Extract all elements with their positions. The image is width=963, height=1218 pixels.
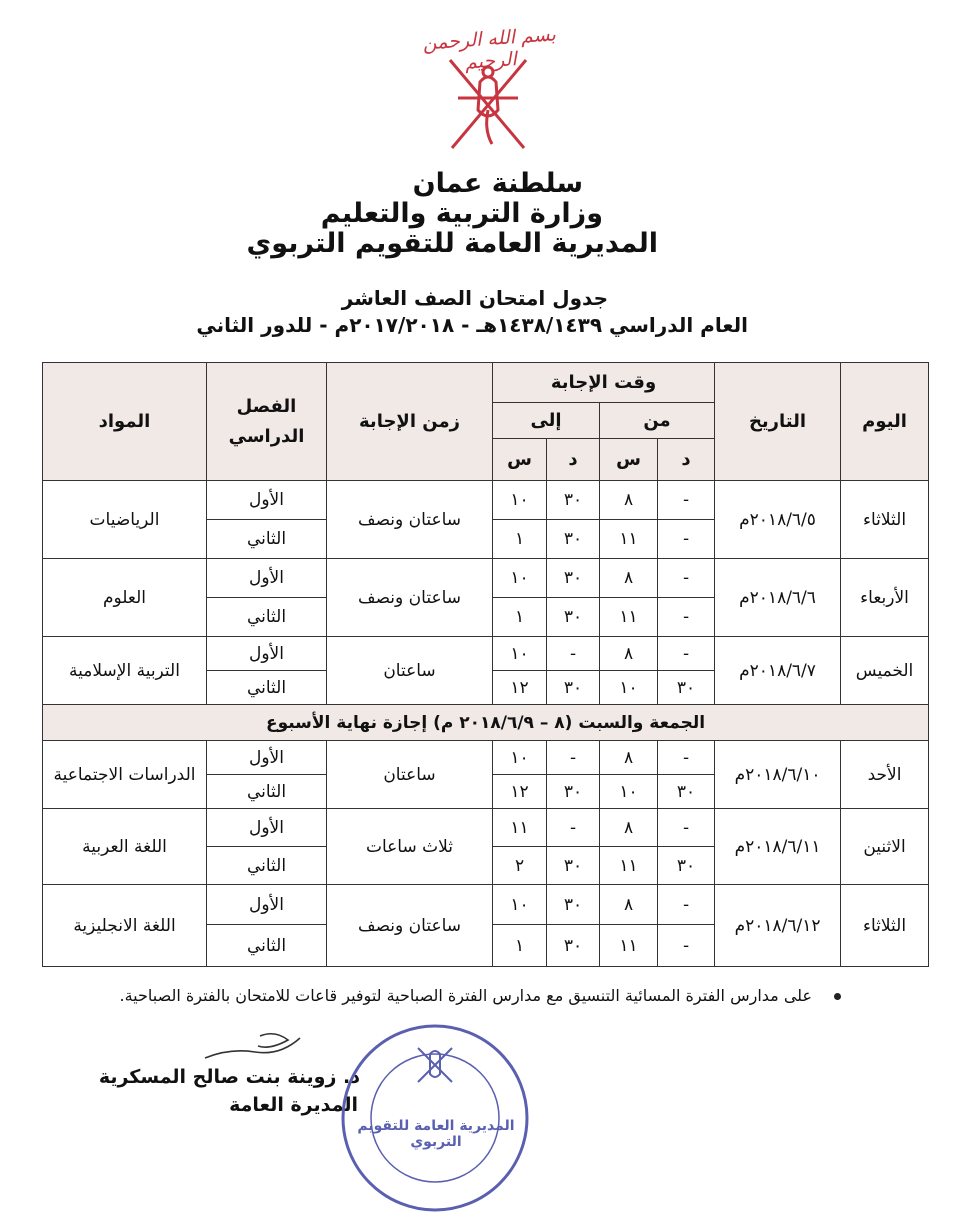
footnote-text: على مدارس الفترة المسائية التنسيق مع مدارس الفترة الصباحية لتوفير قاعات للامتحان بالفترة الصباحية.	[119, 986, 812, 1005]
from-minute: -	[658, 741, 715, 775]
to-hour: ٢	[493, 847, 547, 885]
from-minute: -	[658, 520, 715, 559]
academic-year: العام الدراسي ١٤٣٨/١٤٣٩هـ - ٢٠١٧/٢٠١٨م - للدور الثاني	[196, 313, 748, 337]
from-hour: ١١	[600, 598, 658, 637]
to-minute: ٣٠	[547, 885, 600, 925]
to-minute: ٣٠	[547, 671, 600, 705]
directorate-name: المديرية العامة للتقويم التربوي	[246, 228, 658, 259]
header-subjects: المواد	[43, 363, 207, 481]
from-hour: ١٠	[600, 775, 658, 809]
table-row	[43, 481, 929, 520]
table-row	[43, 809, 929, 847]
from-hour: ٨	[600, 809, 658, 847]
ministry-name: وزارة التربية والتعليم	[320, 198, 603, 229]
semester-cell: الثاني	[207, 925, 327, 967]
from-hour: ٨	[600, 559, 658, 598]
semester-cell: الثاني	[207, 847, 327, 885]
from-hour: ١١	[600, 520, 658, 559]
duration-cell: ساعتان ونصف	[327, 559, 493, 637]
header-day: اليوم	[841, 363, 929, 481]
from-minute: ٣٠	[658, 847, 715, 885]
date-cell: ٢٠١٨/٦/١٢م	[715, 885, 841, 967]
schedule-title: جدول امتحان الصف العاشر	[341, 286, 608, 310]
to-minute: ٣٠	[547, 481, 600, 520]
semester-cell: الأول	[207, 741, 327, 775]
subject-cell: التربية الإسلامية	[43, 637, 207, 705]
from-minute: ٣٠	[658, 671, 715, 705]
header-to: إلى	[493, 403, 600, 439]
subject-cell: الرياضيات	[43, 481, 207, 559]
from-minute: ٣٠	[658, 775, 715, 809]
signatory-position: المديرة العامة	[229, 1094, 358, 1116]
header-duration: زمن الإجابة	[327, 363, 493, 481]
duration-cell: ساعتان	[327, 741, 493, 809]
basmala: بسم الله الرحمن الرحيم	[421, 23, 557, 74]
table-row	[43, 559, 929, 598]
header-from-hour: س	[600, 439, 658, 481]
subject-cell: اللغة العربية	[43, 809, 207, 885]
to-minute: ٣٠	[547, 520, 600, 559]
table-row	[43, 885, 929, 925]
header-to-minute: د	[547, 439, 600, 481]
to-minute: -	[547, 809, 600, 847]
exam-schedule-table	[42, 362, 929, 967]
to-hour: ١١	[493, 809, 547, 847]
subject-cell: الدراسات الاجتماعية	[43, 741, 207, 809]
to-minute: ٣٠	[547, 559, 600, 598]
subject-cell: العلوم	[43, 559, 207, 637]
to-hour: ١٢	[493, 775, 547, 809]
date-cell: ٢٠١٨/٦/٧م	[715, 637, 841, 705]
date-cell: ٢٠١٨/٦/١١م	[715, 809, 841, 885]
to-minute: ٣٠	[547, 925, 600, 967]
weekend-note: الجمعة والسبت (٨ – ٢٠١٨/٦/٩ م) إجازة نهاية الأسبوع	[43, 705, 929, 741]
day-cell: الثلاثاء	[841, 885, 929, 967]
to-hour: ١٠	[493, 741, 547, 775]
from-hour: ٨	[600, 885, 658, 925]
country-name: سلطنة عمان	[412, 168, 583, 199]
from-hour: ٨	[600, 741, 658, 775]
day-cell: الأربعاء	[841, 559, 929, 637]
signatory-name: د. زوينة بنت صالح المسكرية	[98, 1066, 360, 1088]
duration-cell: ساعتان	[327, 637, 493, 705]
handwritten-signature	[200, 1028, 310, 1068]
date-cell: ٢٠١٨/٦/٥م	[715, 481, 841, 559]
subject-cell: اللغة الانجليزية	[43, 885, 207, 967]
to-hour: ١٠	[493, 637, 547, 671]
date-cell: ٢٠١٨/٦/٦م	[715, 559, 841, 637]
footnote	[120, 986, 842, 1005]
duration-cell: ساعتان ونصف	[327, 481, 493, 559]
table-row	[43, 637, 929, 671]
header-from-minute: د	[658, 439, 715, 481]
header-date: التاريخ	[715, 363, 841, 481]
from-hour: ١١	[600, 925, 658, 967]
to-minute: -	[547, 637, 600, 671]
day-cell: الأحد	[841, 741, 929, 809]
to-minute: ٣٠	[547, 847, 600, 885]
duration-cell: ثلاث ساعات	[327, 809, 493, 885]
semester-cell: الأول	[207, 559, 327, 598]
to-hour: ١٠	[493, 559, 547, 598]
bullet-icon	[834, 993, 841, 1000]
semester-cell: الثاني	[207, 671, 327, 705]
to-minute: -	[547, 741, 600, 775]
semester-cell: الثاني	[207, 775, 327, 809]
to-hour: ١٠	[493, 481, 547, 520]
from-minute: -	[658, 598, 715, 637]
header-semester: الفصل الدراسي	[207, 363, 327, 481]
day-cell: الثلاثاء	[841, 481, 929, 559]
day-cell: الخميس	[841, 637, 929, 705]
from-hour: ٨	[600, 637, 658, 671]
to-hour: ١	[493, 598, 547, 637]
semester-cell: الأول	[207, 481, 327, 520]
to-hour: ١	[493, 925, 547, 967]
from-minute: -	[658, 637, 715, 671]
to-hour: ١٠	[493, 885, 547, 925]
khanjar-emblem-icon	[438, 52, 538, 156]
semester-cell: الأول	[207, 809, 327, 847]
to-minute: ٣٠	[547, 598, 600, 637]
header-to-hour: س	[493, 439, 547, 481]
duration-cell: ساعتان ونصف	[327, 885, 493, 967]
to-minute: ٣٠	[547, 775, 600, 809]
from-minute: -	[658, 559, 715, 598]
semester-cell: الأول	[207, 637, 327, 671]
semester-cell: الثاني	[207, 598, 327, 637]
from-minute: -	[658, 885, 715, 925]
to-hour: ١٢	[493, 671, 547, 705]
stamp-center-text: المديرية العامة للتقويم التربوي	[357, 1118, 515, 1150]
from-minute: -	[658, 481, 715, 520]
header-from: من	[600, 403, 715, 439]
from-hour: ٨	[600, 481, 658, 520]
from-hour: ١٠	[600, 671, 658, 705]
weekend-row	[43, 705, 929, 741]
semester-cell: الأول	[207, 885, 327, 925]
header-answer-time: وقت الإجابة	[493, 363, 715, 403]
to-hour: ١	[493, 520, 547, 559]
semester-cell: الثاني	[207, 520, 327, 559]
from-minute: -	[658, 809, 715, 847]
table-row	[43, 741, 929, 775]
from-hour: ١١	[600, 847, 658, 885]
from-minute: -	[658, 925, 715, 967]
date-cell: ٢٠١٨/٦/١٠م	[715, 741, 841, 809]
day-cell: الاثنين	[841, 809, 929, 885]
